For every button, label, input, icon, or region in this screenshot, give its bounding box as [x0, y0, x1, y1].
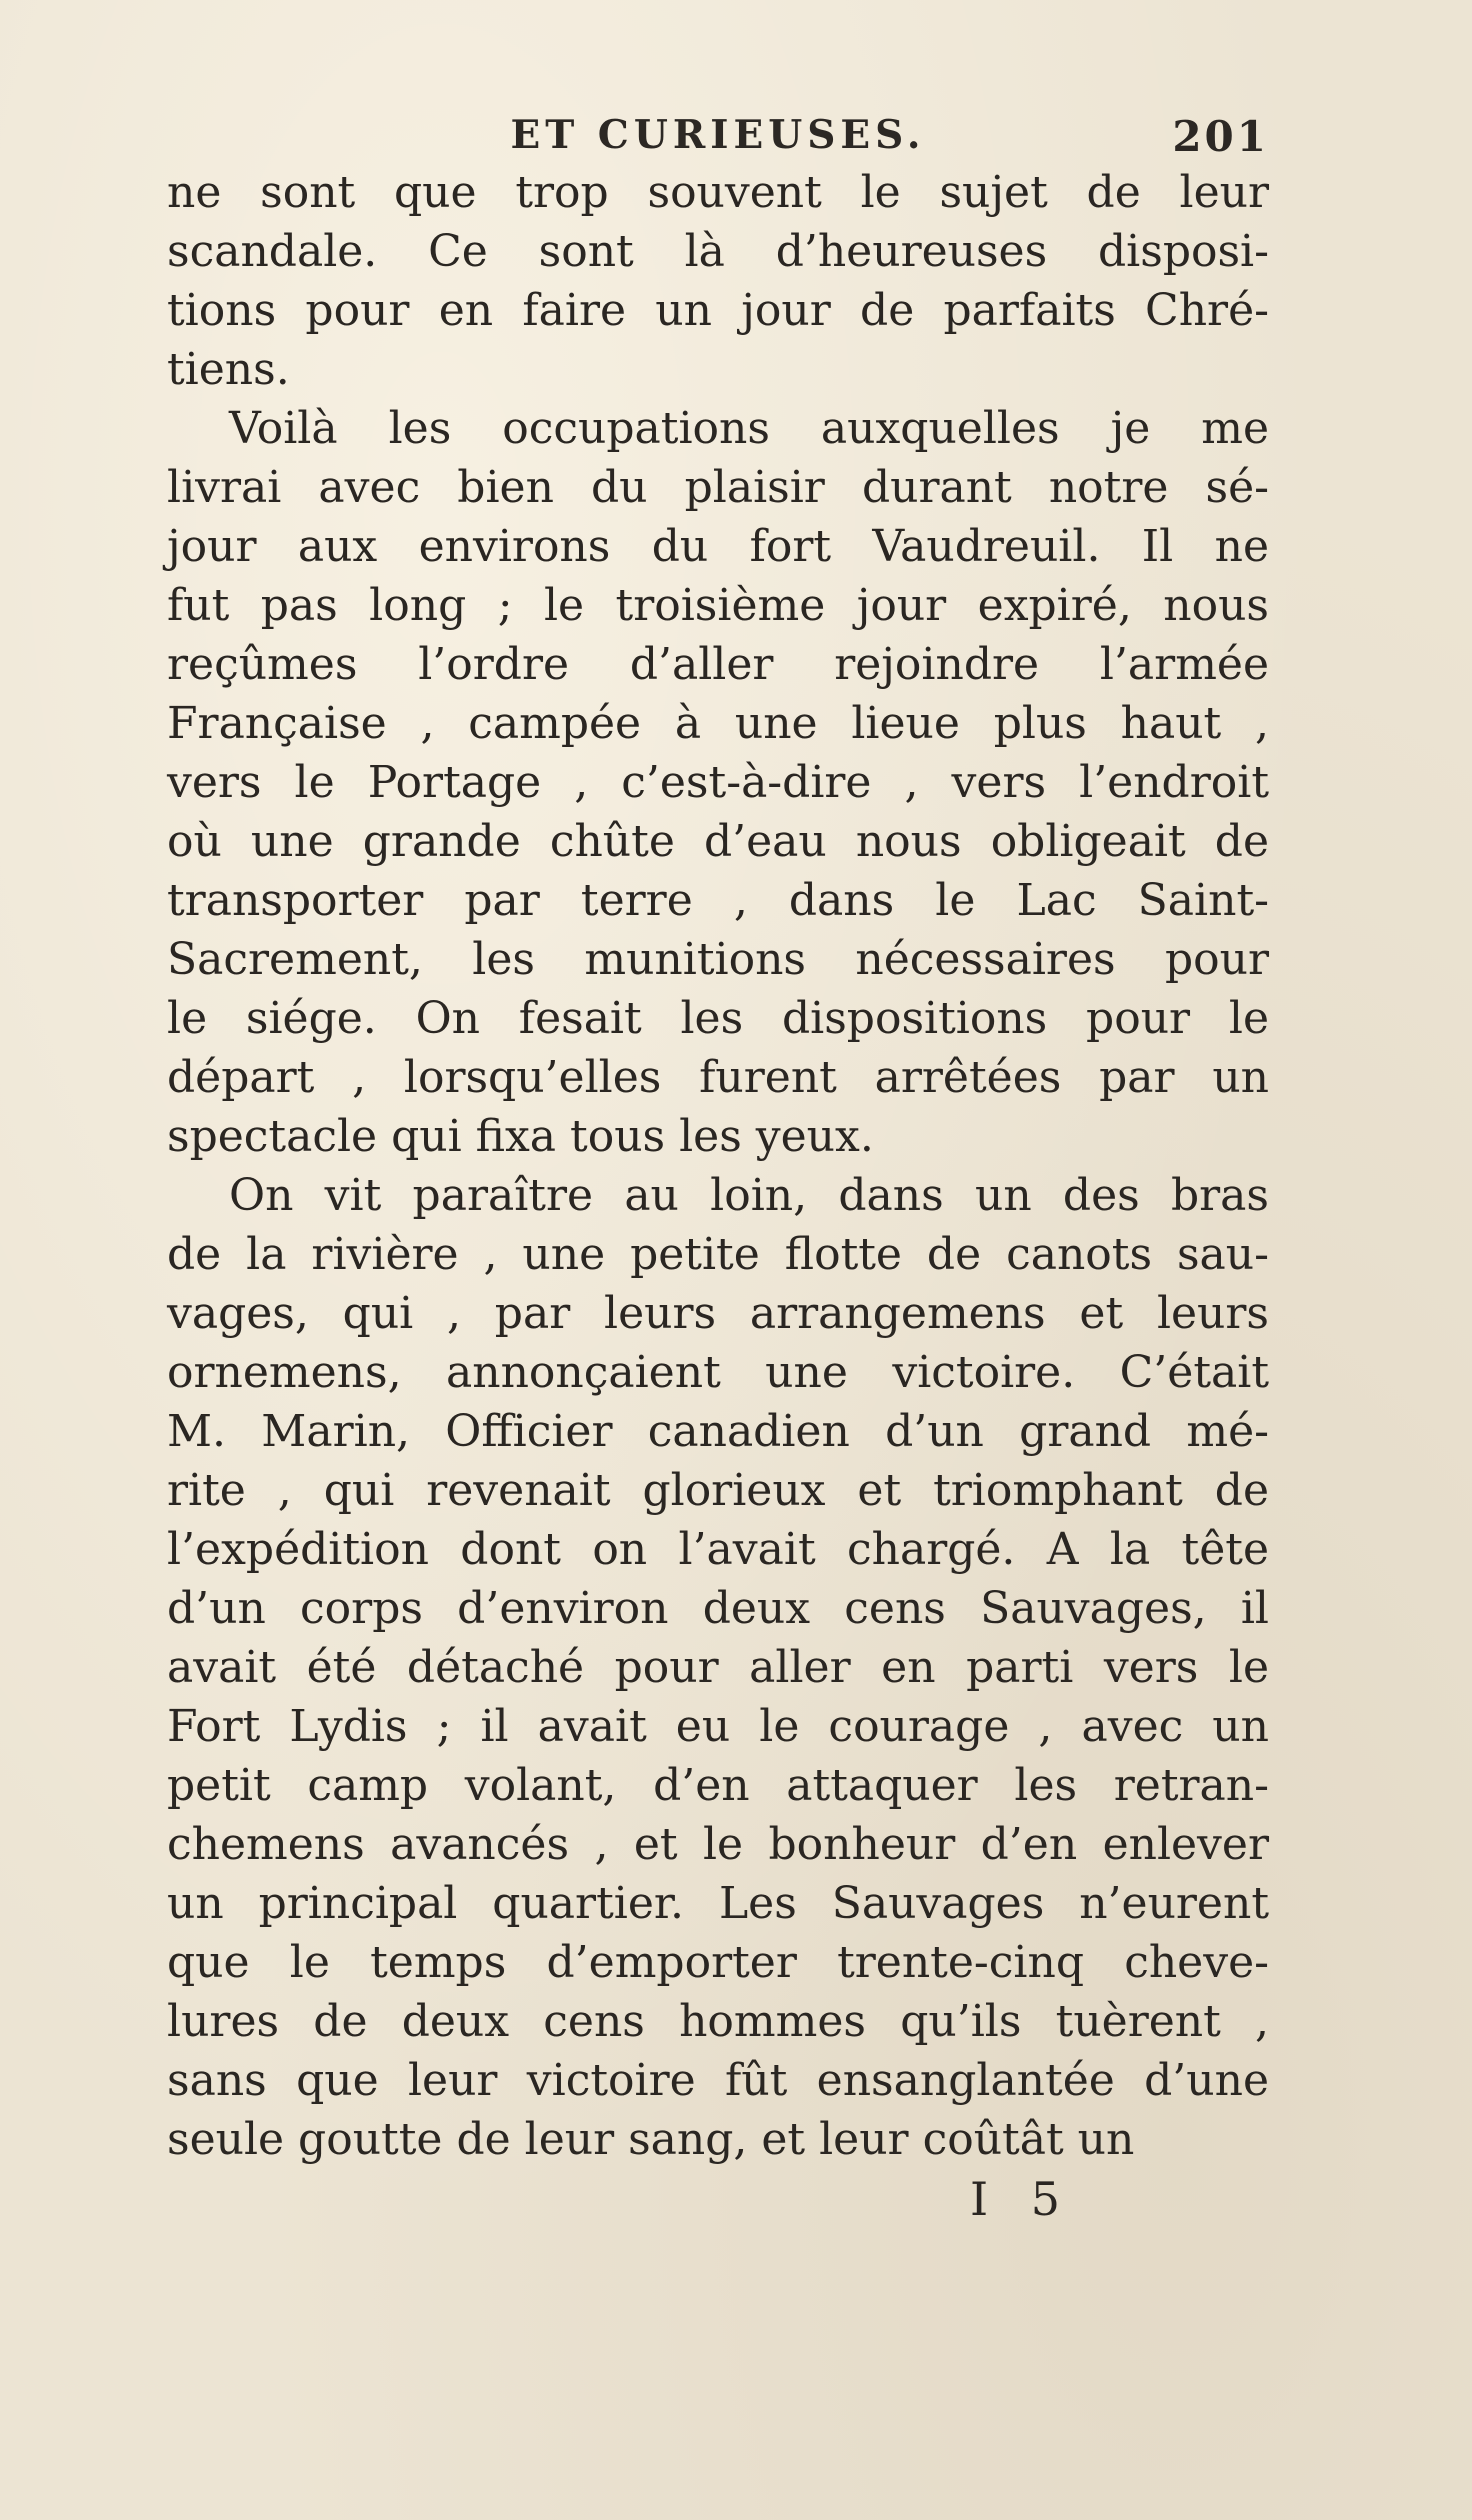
- text-line: scandale. Ce sont là d’heureuses disposi-: [167, 226, 1269, 277]
- text-line: de la rivière , une petite flotte de canots sau-: [167, 1229, 1269, 1280]
- text-line: transporter par terre , dans le Lac Saint-: [167, 875, 1269, 926]
- text-line: Française , campée à une lieue plus haut ,: [167, 698, 1269, 749]
- text-line: Fort Lydis ; il avait eu le courage , avec un: [167, 1701, 1269, 1752]
- text-line: ornemens, annonçaient une victoire. C’était: [167, 1347, 1269, 1398]
- text-line: ne sont que trop souvent le sujet de leur: [167, 167, 1269, 218]
- text-line: fut pas long ; le troisième jour expiré, nous: [167, 580, 1269, 631]
- running-head: ET CURIEUSES.: [510, 112, 926, 158]
- text-line: rite , qui revenait glorieux et triomphant de: [167, 1465, 1269, 1516]
- text-line: tiens.: [167, 344, 290, 395]
- paragraph: [167, 399, 1269, 1166]
- text-line: reçûmes l’ordre d’aller rejoindre l’armée: [167, 639, 1269, 690]
- text-line: chemens avancés , et le bonheur d’en enlever: [167, 1819, 1269, 1870]
- text-line: sans que leur victoire fût ensanglantée d’une: [167, 2055, 1269, 2106]
- text-line: seule goutte de leur sang, et leur coûtât un: [167, 2114, 1135, 2165]
- page-number: 201: [1172, 112, 1269, 161]
- text-line: que le temps d’emporter trente-cinq cheve-: [167, 1937, 1269, 1988]
- text-line: vages, qui , par leurs arrangemens et leurs: [167, 1288, 1269, 1339]
- text-line: M. Marin, Officier canadien d’un grand mé-: [167, 1406, 1269, 1457]
- text-line: Voilà les occupations auxquelles je me: [229, 403, 1269, 454]
- text-line: un principal quartier. Les Sauvages n’eurent: [167, 1878, 1269, 1929]
- text-line: jour aux environs du fort Vaudreuil. Il ne: [167, 521, 1269, 572]
- text-line: lures de deux cens hommes qu’ils tuèrent ,: [167, 1996, 1269, 2047]
- text-line: tions pour en faire un jour de parfaits Chré-: [167, 285, 1269, 336]
- text-line: livrai avec bien du plaisir durant notre sé-: [167, 462, 1269, 513]
- text-line: le siége. On fesait les dispositions pour le: [167, 993, 1269, 1044]
- text-line: petit camp volant, d’en attaquer les retran-: [167, 1760, 1269, 1811]
- text-line: d’un corps d’environ deux cens Sauvages, il: [167, 1583, 1269, 1634]
- text-line: l’expédition dont on l’avait chargé. A la tête: [167, 1524, 1269, 1575]
- signature-mark: I 5: [970, 2172, 1075, 2226]
- paragraph: [167, 163, 1269, 399]
- paragraph: [167, 1166, 1269, 2169]
- text-line: vers le Portage , c’est-à-dire , vers l’endroit: [167, 757, 1269, 808]
- text-line: spectacle qui fixa tous les yeux.: [167, 1111, 874, 1162]
- text-line: On vit paraître au loin, dans un des bras: [229, 1170, 1269, 1221]
- text-line: départ , lorsqu’elles furent arrêtées par un: [167, 1052, 1269, 1103]
- text-line: Sacrement, les munitions nécessaires pour: [167, 934, 1269, 985]
- body-text: [167, 163, 1269, 2169]
- text-line: où une grande chûte d’eau nous obligeait de: [167, 816, 1269, 867]
- text-line: avait été détaché pour aller en parti vers le: [167, 1642, 1269, 1693]
